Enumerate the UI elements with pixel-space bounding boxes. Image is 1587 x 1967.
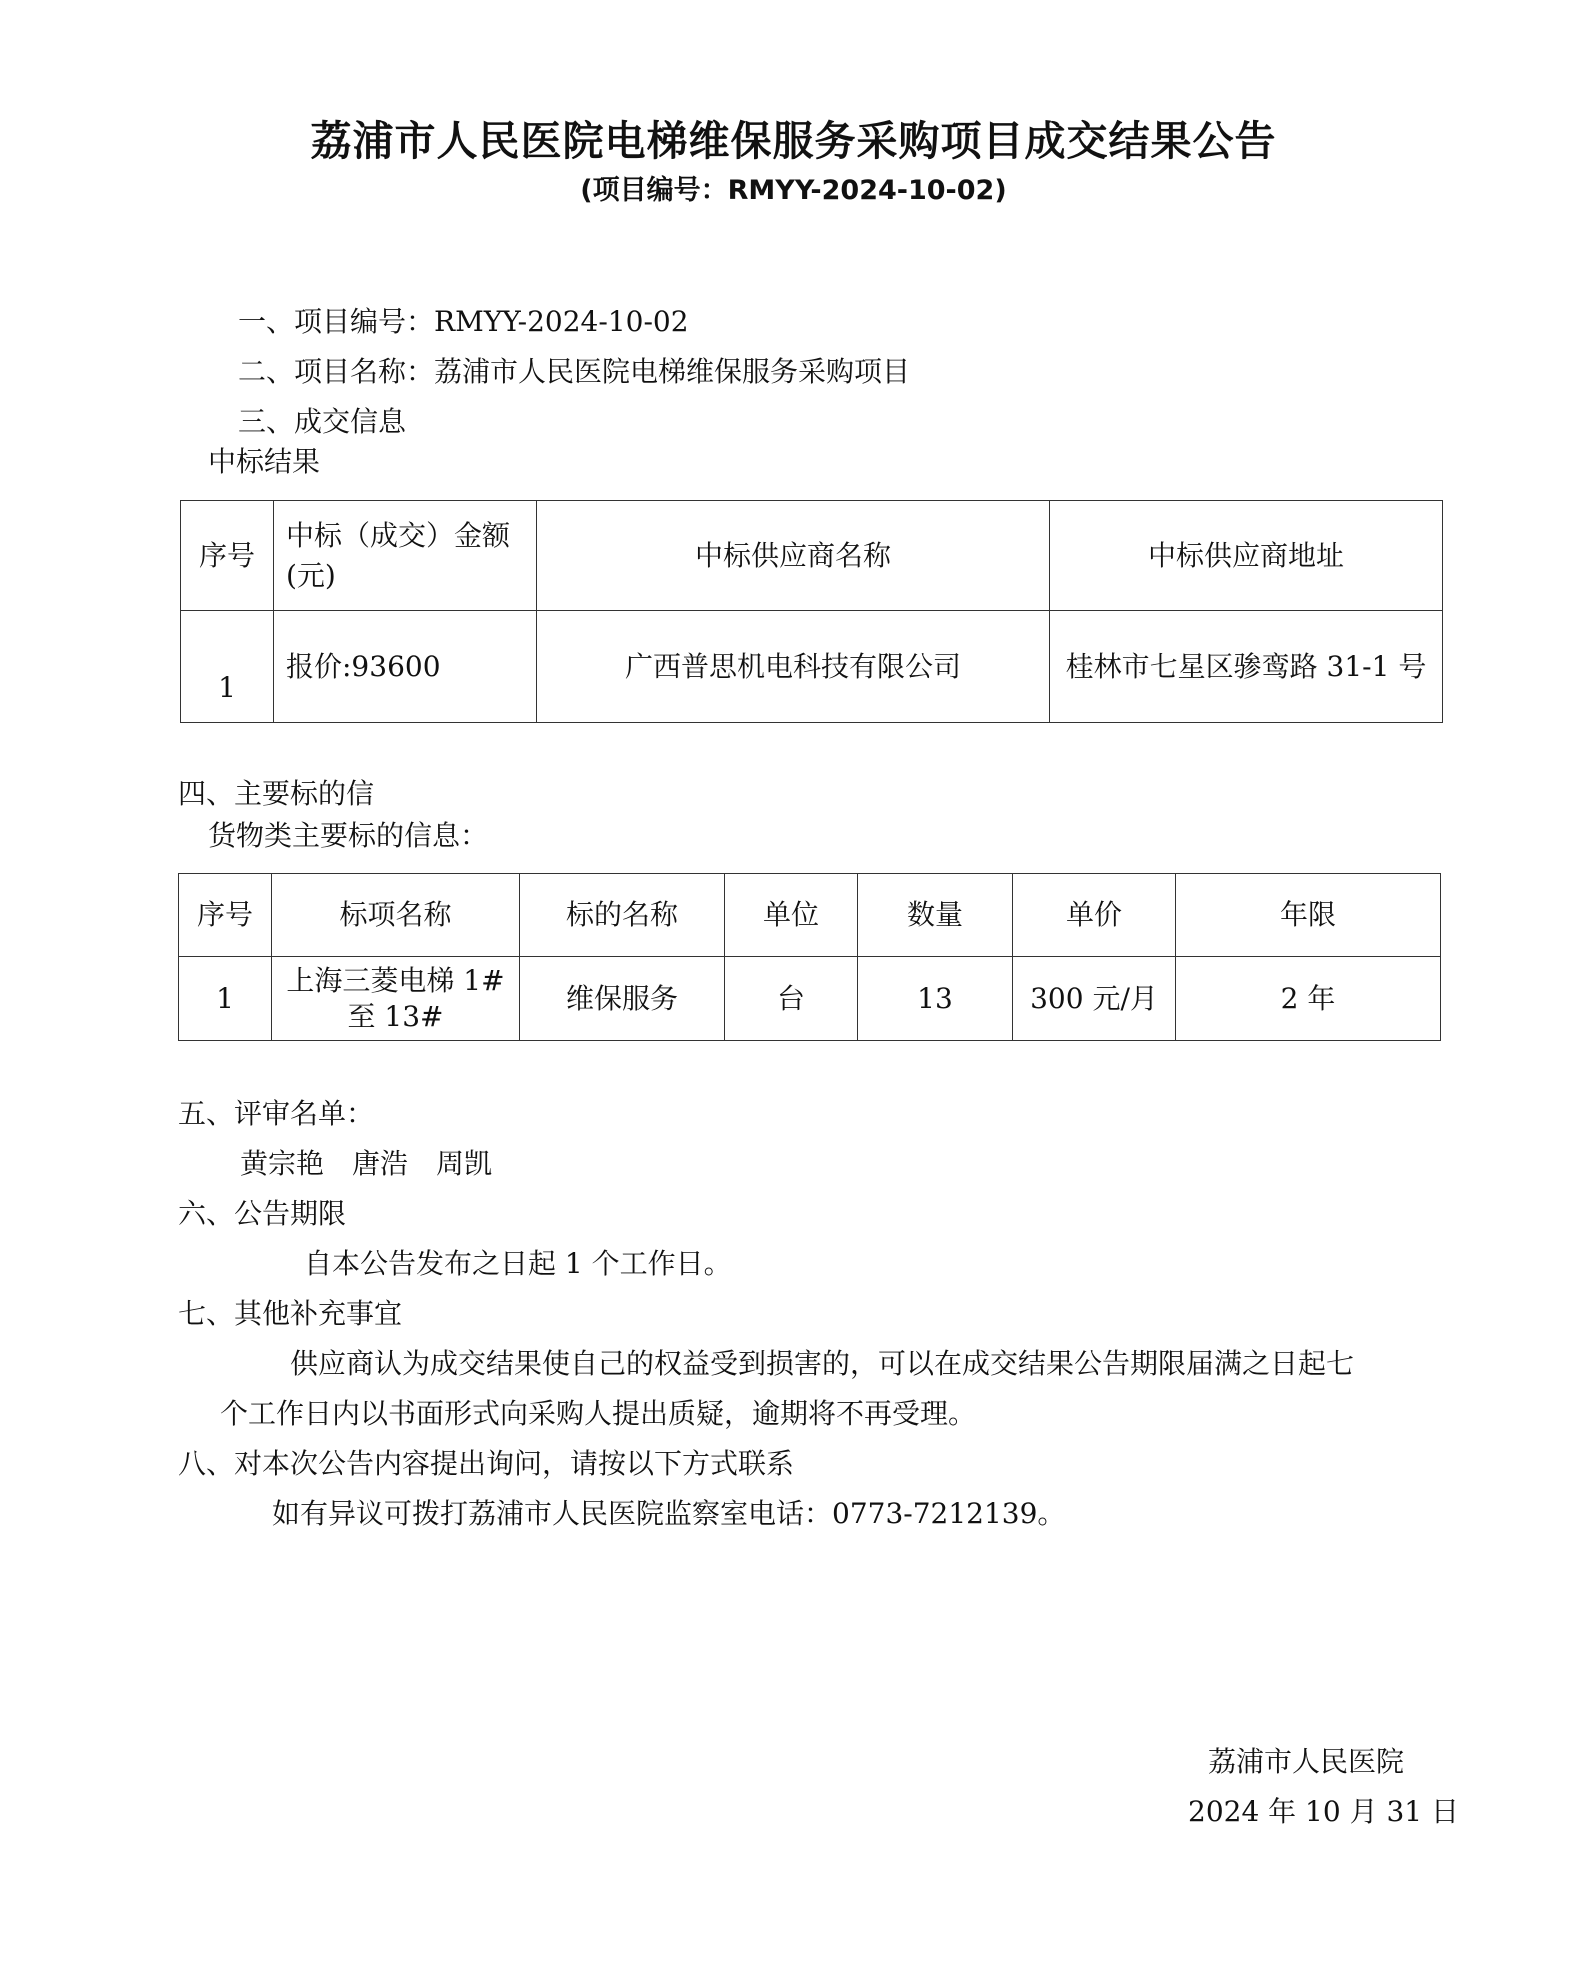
section-deal-info-heading: 三、成交信息 [238, 405, 407, 438]
goods-subject-label: 货物类主要标的信息： [208, 819, 489, 852]
section-other-matters-heading: 七、其他补充事宜 [178, 1297, 403, 1330]
goods-cell-index: 1 [179, 957, 272, 1041]
signature-date: 2024 年 10 月 31 日 [1188, 1795, 1460, 1828]
award-cell-amount: 报价:93600 [274, 611, 537, 723]
section-review-list-heading: 五、评审名单： [178, 1097, 375, 1130]
page-subtitle: (项目编号：RMYY-2024-10-02) [580, 175, 1007, 206]
goods-header-item-name: 标项名称 [272, 874, 520, 957]
goods-cell-item-name: 上海三菱电梯 1#至 13# [272, 957, 520, 1041]
award-cell-supplier-name: 广西普思机电科技有限公司 [537, 611, 1050, 723]
award-cell-index: 1 [181, 611, 274, 723]
goods-header-index: 序号 [179, 874, 272, 957]
section-notice-period-heading: 六、公告期限 [178, 1197, 347, 1230]
goods-header-quantity: 数量 [858, 874, 1013, 957]
award-table-header-row [181, 501, 1443, 611]
goods-header-term: 年限 [1176, 874, 1441, 957]
goods-table [178, 873, 1441, 1041]
section-inquiry-heading: 八、对本次公告内容提出询问，请按以下方式联系 [178, 1447, 795, 1480]
inquiry-contact-text: 如有异议可拨打荔浦市人民医院监察室电话：0773-7212139。 [272, 1497, 1066, 1530]
goods-header-subject-name: 标的名称 [520, 874, 725, 957]
award-header-supplier-address: 中标供应商地址 [1050, 501, 1443, 611]
goods-header-unit: 单位 [725, 874, 858, 957]
goods-cell-term: 2 年 [1176, 957, 1441, 1041]
award-table [180, 500, 1443, 723]
award-header-supplier-name: 中标供应商名称 [537, 501, 1050, 611]
section-subject-heading: 四、主要标的信 [178, 777, 375, 810]
other-matters-text-line1: 供应商认为成交结果使自己的权益受到损害的，可以在成交结果公告期限届满之日起七 [290, 1347, 1355, 1380]
goods-table-header-row [179, 874, 1441, 957]
table-row [179, 957, 1441, 1041]
award-header-amount: 中标（成交）金额(元) [274, 501, 537, 611]
page-title: 荔浦市人民医院电梯维保服务采购项目成交结果公告 [310, 117, 1277, 165]
table-row [181, 611, 1443, 723]
goods-cell-unit-price: 300 元/月 [1013, 957, 1176, 1041]
award-header-index: 序号 [181, 501, 274, 611]
goods-header-unit-price: 单价 [1013, 874, 1176, 957]
review-list-names: 黄宗艳 唐浩 周凯 [240, 1147, 493, 1180]
goods-cell-quantity: 13 [858, 957, 1013, 1041]
goods-cell-unit: 台 [725, 957, 858, 1041]
signature-org: 荔浦市人民医院 [1208, 1745, 1405, 1778]
award-cell-supplier-address: 桂林市七星区骖鸾路 31-1 号 [1050, 611, 1443, 723]
goods-cell-subject-name: 维保服务 [520, 957, 725, 1041]
section-project-name: 二、项目名称：荔浦市人民医院电梯维保服务采购项目 [238, 355, 911, 388]
notice-period-text: 自本公告发布之日起 1 个工作日。 [304, 1247, 732, 1280]
award-result-label: 中标结果 [208, 445, 321, 478]
other-matters-text-line2: 个工作日内以书面形式向采购人提出质疑，逾期将不再受理。 [220, 1397, 977, 1430]
section-project-number: 一、项目编号：RMYY-2024-10-02 [238, 305, 689, 338]
